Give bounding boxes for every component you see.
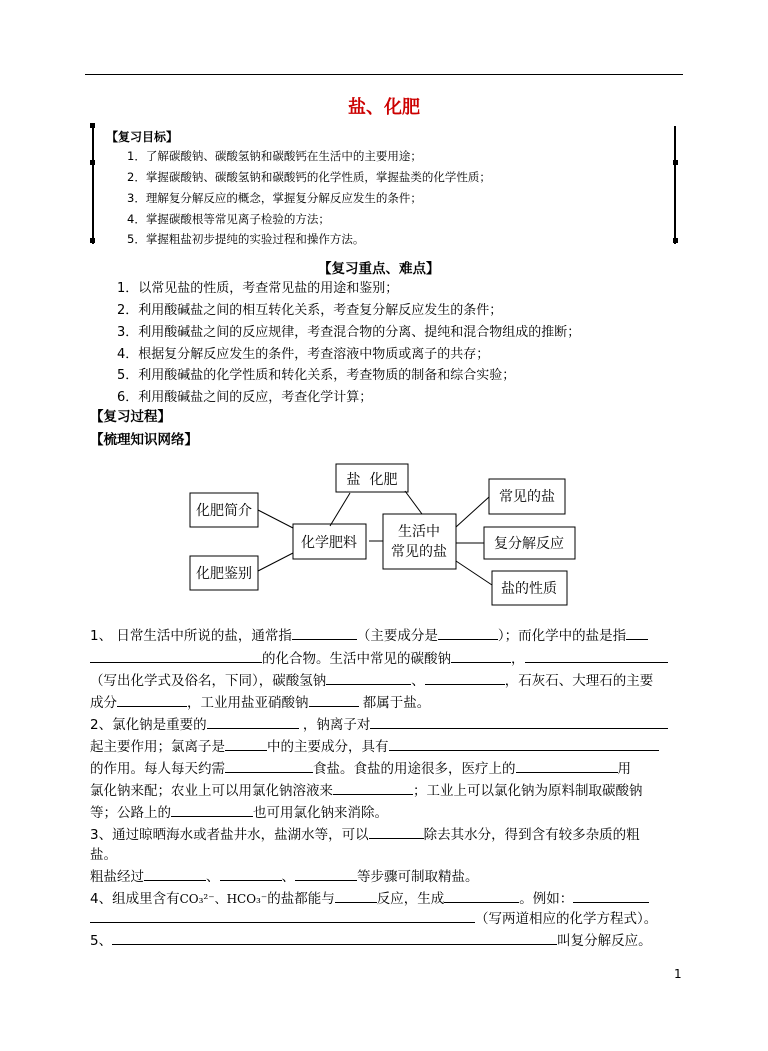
answer-blank[interactable] bbox=[516, 758, 618, 773]
answer-blank[interactable] bbox=[295, 866, 357, 881]
question-1-line bbox=[90, 669, 653, 689]
question-text: 反应，生成 bbox=[376, 891, 445, 907]
question-text: 除去其水分，得到含有较多杂质的粗 bbox=[423, 827, 640, 843]
diagram-box-common-salt bbox=[383, 514, 456, 569]
answer-blank[interactable] bbox=[225, 758, 313, 773]
diagram-label-fertilizer: 化学肥料 bbox=[301, 535, 357, 551]
question-text: ， bbox=[511, 651, 525, 667]
question-text: 用 bbox=[617, 761, 631, 777]
question-text: ；工业上可以氯化钠为原料制取碳酸钠 bbox=[413, 783, 643, 799]
question-text: 等；公路上的 bbox=[90, 805, 171, 821]
answer-blank[interactable] bbox=[326, 670, 411, 685]
answer-blank[interactable] bbox=[90, 648, 262, 663]
question-text: 氯化钠来配；农业上可以用氯化钠溶液来 bbox=[90, 783, 333, 799]
question-2-line bbox=[90, 735, 659, 755]
question-text: 食盐。食盐的用途很多，医疗上的 bbox=[313, 761, 516, 777]
objective-item: 1．了解碳酸钠、碳酸氢钠和碳酸钙在生活中的主要用途； bbox=[127, 149, 422, 163]
objective-item: 3．理解复分解反应的概念，掌握复分解反应发生的条件； bbox=[127, 191, 422, 205]
answer-blank[interactable] bbox=[425, 670, 505, 685]
answer-blank[interactable] bbox=[90, 908, 475, 923]
answer-blank[interactable] bbox=[451, 648, 511, 663]
ion-formulas: CO₃²⁻、HCO₃⁻ bbox=[179, 892, 268, 906]
question-text: 盐。 bbox=[90, 847, 117, 863]
answer-blank[interactable] bbox=[573, 888, 649, 903]
question-text: （写两道相应的化学方程式）。 bbox=[475, 911, 658, 927]
question-text: 都属于盐。 bbox=[362, 695, 431, 711]
question-text: （写出化学式及俗名，下同），碳酸氢钠 bbox=[90, 673, 327, 689]
answer-blank[interactable] bbox=[171, 802, 253, 817]
question-text: 、 bbox=[281, 869, 295, 885]
question-text: ）；而化学中的盐是指 bbox=[497, 628, 627, 644]
key-point-item: 6．利用酸碱盐之间的反应，考查化学计算； bbox=[117, 390, 373, 405]
objectives-heading: 【复习目标】 bbox=[106, 130, 179, 144]
question-text: 2、氯化钠是重要的 bbox=[90, 717, 207, 733]
question-text: 5、 bbox=[90, 933, 113, 949]
question-3-line bbox=[90, 843, 117, 863]
question-text: 的化合物。生活中常见的碳酸钠 bbox=[262, 651, 451, 667]
question-2-line bbox=[90, 713, 668, 733]
question-5-line bbox=[90, 929, 652, 949]
answer-blank[interactable] bbox=[369, 824, 424, 839]
answer-blank[interactable] bbox=[389, 736, 659, 751]
answer-blank[interactable] bbox=[438, 625, 498, 640]
network-heading: 【梳理知识网络】 bbox=[90, 432, 198, 448]
question-text: 中的主要成分，具有 bbox=[267, 739, 389, 755]
key-points-heading: 【复习重点、难点】 bbox=[318, 261, 440, 277]
answer-blank[interactable] bbox=[225, 736, 267, 751]
diagram-label-center: 盐 化肥 bbox=[346, 472, 398, 488]
question-text: 叫复分解反应。 bbox=[557, 933, 652, 949]
page-title: 盐、化肥 bbox=[348, 97, 420, 118]
answer-blank[interactable] bbox=[309, 692, 359, 707]
answer-blank[interactable] bbox=[626, 625, 648, 640]
question-text: 、 bbox=[411, 673, 425, 689]
question-3-line bbox=[90, 823, 640, 843]
question-4-line bbox=[90, 907, 657, 927]
answer-blank[interactable] bbox=[525, 648, 668, 663]
key-point-item: 2．利用酸碱盐之间的相互转化关系，考查复分解反应发生的条件； bbox=[117, 303, 503, 318]
objective-item: 5．掌握粗盐初步提纯的实验过程和操作方法。 bbox=[127, 232, 365, 246]
process-heading: 【复习过程】 bbox=[90, 409, 171, 425]
question-text: 粗盐经过 bbox=[90, 869, 144, 885]
question-text: 、 bbox=[206, 869, 220, 885]
diagram-label-identify: 化肥鉴别 bbox=[196, 566, 252, 582]
key-point-item: 1．以常见盐的性质，考查常见盐的用途和鉴别； bbox=[117, 281, 399, 296]
question-text: 。例如： bbox=[519, 891, 574, 907]
answer-blank[interactable] bbox=[207, 714, 299, 729]
key-point-item: 3．利用酸碱盐之间的反应规律，考查混合物的分离、提纯和混合物组成的推断； bbox=[117, 325, 581, 340]
diagram-label-props: 盐的性质 bbox=[501, 581, 557, 597]
question-text: 4、组成里含有 bbox=[90, 891, 180, 907]
question-1-line bbox=[90, 647, 668, 667]
question-text: ，工业用盐亚硝酸钠 bbox=[187, 695, 309, 711]
question-text: 1、 日常生活中所说的盐，通常指 bbox=[90, 628, 292, 644]
diagram-label-double: 复分解反应 bbox=[494, 536, 564, 552]
diagram-label-common: 常见的盐 bbox=[499, 489, 555, 505]
diagram-label-intro: 化肥简介 bbox=[196, 503, 252, 519]
question-2-line bbox=[90, 757, 631, 777]
question-1-line bbox=[90, 691, 430, 711]
question-2-line bbox=[90, 779, 643, 799]
question-text: 起主要作用；氯离子是 bbox=[90, 739, 225, 755]
question-text: 的盐都能与 bbox=[267, 891, 335, 907]
question-text: 3、通过晾晒海水或者盐井水，盐湖水等，可以 bbox=[90, 827, 369, 843]
question-text: 等步骤可制取精盐。 bbox=[357, 869, 479, 885]
answer-blank[interactable] bbox=[444, 888, 519, 903]
diagram-label-common-salt: 生活中 bbox=[398, 524, 440, 540]
objective-item: 2．掌握碳酸钠、碳酸氢钠和碳酸钙的化学性质，掌握盐类的化学性质； bbox=[127, 170, 491, 184]
answer-blank[interactable] bbox=[335, 888, 377, 903]
diagram-label-common-salt: 常见的盐 bbox=[391, 544, 447, 560]
question-4-line bbox=[90, 887, 649, 907]
answer-blank[interactable] bbox=[333, 780, 413, 795]
question-1-line bbox=[90, 624, 648, 644]
page-number: 1 bbox=[674, 967, 682, 981]
answer-blank[interactable] bbox=[292, 625, 357, 640]
question-text: ，石灰石、大理石的主要 bbox=[504, 673, 654, 689]
answer-blank[interactable] bbox=[117, 692, 187, 707]
answer-blank[interactable] bbox=[220, 866, 282, 881]
objective-item: 4．掌握碳酸根等常见离子检验的方法； bbox=[127, 212, 330, 226]
question-text: 成分 bbox=[90, 695, 117, 711]
answer-blank[interactable] bbox=[112, 930, 557, 945]
question-text: 也可用氯化钠来消除。 bbox=[253, 805, 388, 821]
answer-blank[interactable] bbox=[370, 714, 668, 729]
question-text: 的作用。每人每天约需 bbox=[90, 761, 225, 777]
question-text: ，钠离子对 bbox=[302, 717, 371, 733]
question-3-line bbox=[90, 865, 479, 885]
question-text: （主要成分是 bbox=[356, 628, 438, 644]
question-2-line bbox=[90, 801, 388, 821]
answer-blank[interactable] bbox=[144, 866, 206, 881]
key-point-item: 4．根据复分解反应发生的条件，考查溶液中物质或离子的共存； bbox=[117, 347, 490, 362]
key-point-item: 5．利用酸碱盐的化学性质和转化关系，考查物质的制备和综合实验； bbox=[117, 368, 516, 383]
